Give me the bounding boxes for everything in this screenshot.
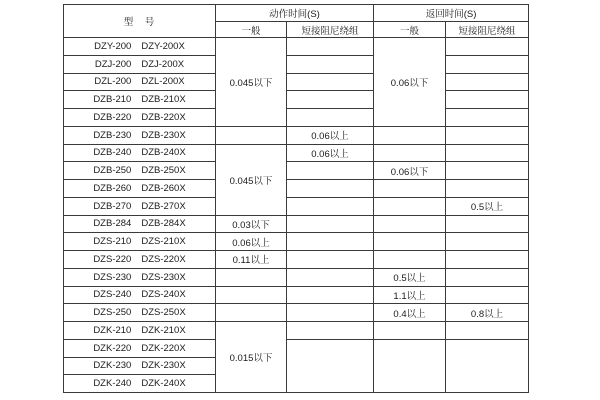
table-row bbox=[64, 91, 529, 109]
return-general-cell bbox=[374, 180, 446, 198]
model-name: DZB-240 bbox=[93, 147, 132, 159]
table-row bbox=[64, 126, 529, 144]
model-name: DZB-250 bbox=[93, 165, 132, 177]
action-damping-cell bbox=[287, 233, 374, 251]
model-cell bbox=[64, 180, 216, 198]
model-name-x: DZB-220X bbox=[141, 111, 186, 123]
action-damping-cell bbox=[287, 73, 374, 91]
return-general-cell bbox=[374, 197, 446, 215]
action-general-cell: 0.11以上 bbox=[216, 251, 287, 269]
return-damping-cell bbox=[446, 286, 529, 304]
action-damping-cell bbox=[287, 162, 374, 180]
model-name-x: DZS-230X bbox=[141, 271, 186, 283]
return-damping-cell bbox=[446, 180, 529, 198]
model-name: DZS-240 bbox=[93, 289, 132, 301]
action-damping-cell: 0.06以上 bbox=[287, 126, 374, 144]
return-general-cell: 0.06以下 bbox=[374, 162, 446, 180]
action-damping-cell bbox=[287, 268, 374, 286]
return-damping-cell bbox=[446, 251, 529, 269]
table-row bbox=[64, 109, 529, 127]
model-cell bbox=[64, 109, 216, 127]
model-cell bbox=[64, 357, 216, 375]
model-cell bbox=[64, 304, 216, 322]
model-name: DZS-210 bbox=[93, 236, 132, 248]
model-name-x: DZB-230X bbox=[141, 129, 186, 141]
model-name: DZB-260 bbox=[93, 182, 132, 194]
action-damping-cell bbox=[287, 322, 374, 340]
model-name-x: DZJ-200X bbox=[141, 58, 185, 70]
model-cell bbox=[64, 91, 216, 109]
model-cell bbox=[64, 38, 216, 56]
table-row bbox=[64, 215, 529, 233]
action-damping-cell bbox=[287, 304, 374, 322]
model-cell bbox=[64, 162, 216, 180]
model-cell bbox=[64, 197, 216, 215]
return-general-cell: 1.1以上 bbox=[374, 286, 446, 304]
model-cell bbox=[64, 215, 216, 233]
model-name-x: DZS-220X bbox=[141, 253, 186, 265]
model-name-x: DZK-210X bbox=[141, 324, 186, 336]
action-general-cell: 0.045以下 bbox=[216, 38, 287, 127]
return-general-cell bbox=[374, 215, 446, 233]
table-row bbox=[64, 322, 529, 340]
return-damping-cell bbox=[446, 162, 529, 180]
header-return-damping: 短接阻尼绕组 bbox=[446, 22, 529, 38]
model-name-x: DZB-210X bbox=[141, 94, 186, 106]
action-damping-cell: 0.06以上 bbox=[287, 144, 374, 162]
header-action-damping: 短接阻尼绕组 bbox=[287, 22, 374, 38]
table-row bbox=[64, 55, 529, 73]
header-action-time: 动作时间(S) bbox=[216, 5, 374, 22]
model-name-x: DZB-260X bbox=[141, 182, 186, 194]
model-name: DZB-220 bbox=[93, 111, 132, 123]
spec-table bbox=[63, 4, 529, 393]
header-action-general: 一般 bbox=[216, 22, 287, 38]
model-name: DZL-200 bbox=[94, 76, 132, 88]
action-damping-cell bbox=[287, 180, 374, 198]
table-row bbox=[64, 304, 529, 322]
model-name-x: DZL-200X bbox=[141, 76, 185, 88]
action-damping-cell bbox=[287, 251, 374, 269]
table-row bbox=[64, 251, 529, 269]
model-name: DZK-220 bbox=[93, 342, 132, 354]
return-damping-cell bbox=[446, 233, 529, 251]
action-damping-cell bbox=[287, 109, 374, 127]
return-damping-cell bbox=[446, 268, 529, 286]
header-model: 型 号 bbox=[64, 5, 216, 38]
model-name-x: DZY-200X bbox=[141, 40, 185, 52]
action-damping-cell bbox=[287, 55, 374, 73]
model-cell bbox=[64, 339, 216, 357]
action-damping-cell bbox=[287, 38, 374, 56]
action-damping-cell bbox=[287, 91, 374, 109]
model-cell bbox=[64, 73, 216, 91]
model-cell bbox=[64, 375, 216, 393]
return-damping-cell bbox=[446, 91, 529, 109]
model-cell bbox=[64, 322, 216, 340]
return-general-cell bbox=[374, 251, 446, 269]
action-general-cell bbox=[216, 126, 287, 144]
action-general-cell bbox=[216, 304, 287, 322]
return-general-cell: 0.06以下 bbox=[374, 38, 446, 127]
model-name-x: DZB-270X bbox=[141, 200, 186, 212]
table-row bbox=[64, 197, 529, 215]
model-name: DZK-210 bbox=[93, 324, 132, 336]
action-general-cell: 0.03以下 bbox=[216, 215, 287, 233]
table-row bbox=[64, 73, 529, 91]
model-name-x: DZB-240X bbox=[141, 147, 186, 159]
return-general-cell: 0.4以上 bbox=[374, 304, 446, 322]
header-group-row bbox=[64, 5, 529, 22]
model-name-x: DZS-210X bbox=[141, 236, 186, 248]
model-cell bbox=[64, 286, 216, 304]
model-name: DZK-230 bbox=[93, 360, 132, 372]
return-general-cell bbox=[374, 144, 446, 162]
model-cell bbox=[64, 126, 216, 144]
model-cell bbox=[64, 251, 216, 269]
table-row bbox=[64, 339, 529, 357]
return-damping-cell bbox=[446, 126, 529, 144]
model-cell bbox=[64, 268, 216, 286]
return-general-cell bbox=[374, 126, 446, 144]
return-damping-cell bbox=[446, 215, 529, 233]
action-general-cell bbox=[216, 268, 287, 286]
action-damping-cell bbox=[287, 339, 374, 392]
table-row bbox=[64, 268, 529, 286]
model-name-x: DZK-230X bbox=[141, 360, 186, 372]
model-name-x: DZB-284X bbox=[141, 218, 186, 230]
return-damping-cell bbox=[446, 109, 529, 127]
model-name: DZY-200 bbox=[94, 40, 132, 52]
model-cell bbox=[64, 144, 216, 162]
model-name: DZB-270 bbox=[93, 200, 132, 212]
return-damping-cell: 0.8以上 bbox=[446, 304, 529, 322]
model-name: DZB-230 bbox=[93, 129, 132, 141]
model-name: DZK-240 bbox=[93, 378, 132, 390]
table-row bbox=[64, 233, 529, 251]
action-damping-cell bbox=[287, 215, 374, 233]
table-row bbox=[64, 144, 529, 162]
return-damping-cell bbox=[446, 322, 529, 340]
model-name: DZB-210 bbox=[93, 94, 132, 106]
action-general-cell: 0.015以下 bbox=[216, 322, 287, 393]
header-return-general: 一般 bbox=[374, 22, 446, 38]
table-row bbox=[64, 162, 529, 180]
model-cell bbox=[64, 55, 216, 73]
model-name-x: DZK-220X bbox=[141, 342, 186, 354]
return-general-cell bbox=[374, 339, 446, 392]
return-damping-cell bbox=[446, 73, 529, 91]
model-name: DZB-284 bbox=[93, 218, 132, 230]
action-general-cell: 0.045以下 bbox=[216, 144, 287, 215]
action-general-cell: 0.06以上 bbox=[216, 233, 287, 251]
model-name: DZJ-200 bbox=[94, 58, 132, 70]
header-return-time: 返回时间(S) bbox=[374, 5, 529, 22]
model-name: DZS-230 bbox=[93, 271, 132, 283]
table-row bbox=[64, 180, 529, 198]
return-damping-cell: 0.5以上 bbox=[446, 197, 529, 215]
return-damping-cell bbox=[446, 38, 529, 56]
action-damping-cell bbox=[287, 286, 374, 304]
table-row bbox=[64, 286, 529, 304]
return-damping-cell bbox=[446, 55, 529, 73]
return-general-cell: 0.5以上 bbox=[374, 268, 446, 286]
return-damping-cell bbox=[446, 339, 529, 392]
table-row bbox=[64, 38, 529, 56]
model-name-x: DZB-250X bbox=[141, 165, 186, 177]
return-general-cell bbox=[374, 322, 446, 340]
return-general-cell bbox=[374, 233, 446, 251]
model-name-x: DZS-240X bbox=[141, 289, 186, 301]
model-name-x: DZK-240X bbox=[141, 378, 186, 390]
model-cell bbox=[64, 233, 216, 251]
model-name-x: DZS-250X bbox=[141, 307, 186, 319]
action-damping-cell bbox=[287, 197, 374, 215]
return-damping-cell bbox=[446, 144, 529, 162]
model-name: DZS-250 bbox=[93, 307, 132, 319]
action-general-cell bbox=[216, 286, 287, 304]
model-name: DZS-220 bbox=[93, 253, 132, 265]
